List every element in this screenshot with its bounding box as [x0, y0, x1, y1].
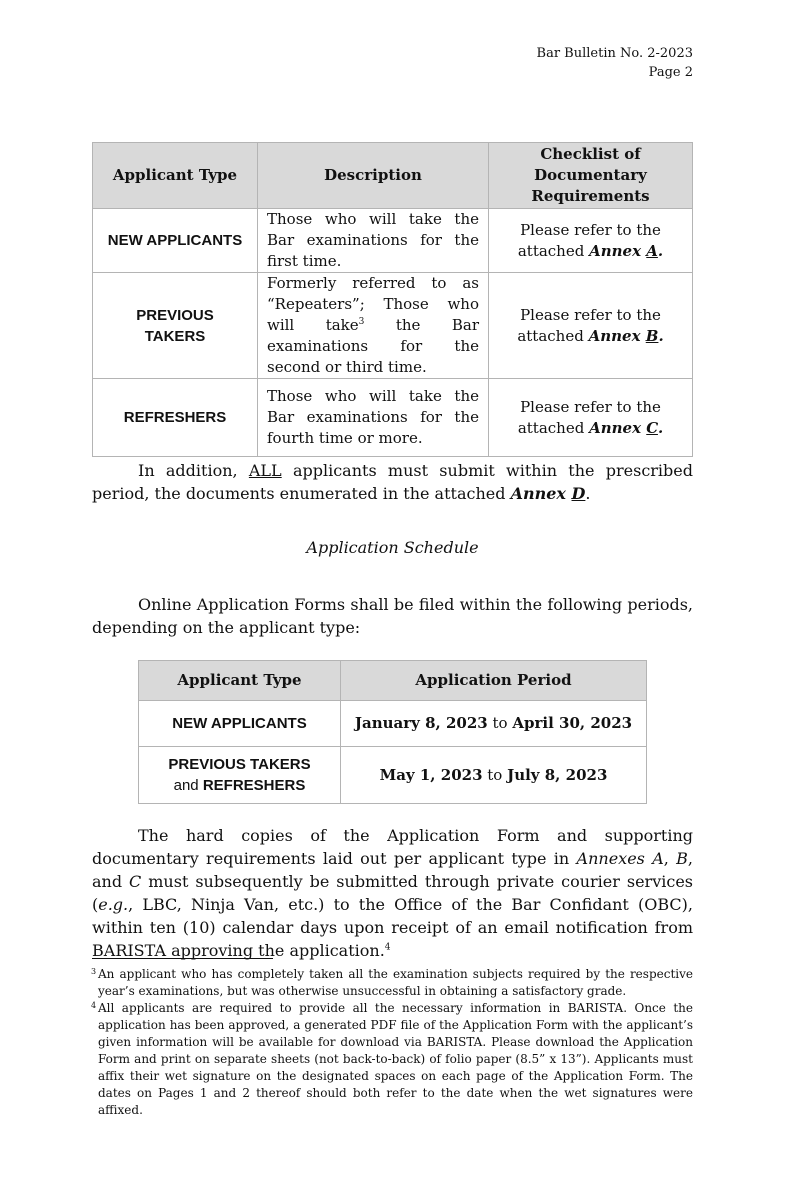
- applicant-type-cell: NEW APPLICANTS: [139, 701, 341, 747]
- header-applicant-type: Applicant Type: [139, 661, 341, 701]
- applicant-type-cell: PREVIOUS TAKERS: [93, 273, 258, 379]
- header-application-period: Application Period: [341, 661, 647, 701]
- footnotes: [92, 966, 693, 1119]
- header-description: Description: [258, 143, 489, 209]
- online-forms-paragraph: Online Application Forms shall be filed within the following periods, depending on the applicant type:: [92, 595, 693, 637]
- page-number: Page 2: [648, 65, 693, 80]
- description-cell: Those who will take the Bar examinations for the fourth time or more.: [258, 379, 489, 457]
- bulletin-number: Bar Bulletin No. 2-2023: [536, 46, 693, 61]
- description-cell: Those who will take the Bar examinations for the first time.: [258, 209, 489, 273]
- footnote-3: 3 An applicant who has completely taken all the examination subjects required by the respective year’s examinations, but was otherwise unsuccessful in obtaining a satisfactory grade.: [91, 967, 693, 998]
- all-emphasis: ALL: [248, 461, 282, 480]
- application-period-table: [138, 660, 647, 804]
- annex-a-ref: A: [646, 241, 658, 260]
- footnote-ref-3: 3: [358, 317, 365, 327]
- annex-c-ref: C: [646, 418, 658, 437]
- table-header-row: [93, 143, 693, 209]
- checklist-cell: Please refer to the attached Annex B.: [489, 273, 693, 379]
- table-row: [139, 747, 647, 804]
- footnote-divider: [92, 958, 273, 959]
- annex-b-ref: B: [645, 326, 659, 345]
- section-heading: Application Schedule: [306, 538, 479, 557]
- checklist-cell: Please refer to the attached Annex C.: [489, 379, 693, 457]
- footnote-ref-4: 4: [384, 942, 391, 953]
- header-checklist: Checklist of Documentary Requirements: [489, 143, 693, 209]
- applicant-type-cell: PREVIOUS TAKERS and REFRESHERS: [139, 747, 341, 804]
- header-applicant-type: Applicant Type: [93, 143, 258, 209]
- table-header-row: [139, 661, 647, 701]
- period-cell: January 8, 2023 to April 30, 2023: [341, 701, 647, 747]
- annexes-ref: Annexes A: [576, 849, 664, 868]
- footnote-4: 4 All applicants are required to provide all the necessary information in BARISTA. Once the application has been approved, a generated PDF file of the Application Form with the applicant’s given information will be available for download via BARISTA. Please download the Application Form and print on separate sheets (not back-to-back) of folio paper (8.5” x 13”). Applicants must affix their wet signature on the designated spaces on each page of the Application Form. The dates on Pages 1 and 2 thereof should both refer to the date when the wet signatures were affixed.: [91, 1001, 693, 1117]
- hard-copies-paragraph: The hard copies of the Application Form and supporting documentary requirements laid out per applicant type in Annexes A, B, and C must subsequently be submitted through private courier services (e.g., LBC, Ninja Van, etc.) to the Office of the Bar Confidant (OBC), within ten (10) calendar days upon receipt of an email notification from BARISTA approving the application.$^4$: [92, 826, 694, 960]
- applicant-type-cell: NEW APPLICANTS: [93, 209, 258, 273]
- table-row: [93, 379, 693, 457]
- table-row: [93, 209, 693, 273]
- table-row: [93, 273, 693, 379]
- table-row: [139, 701, 647, 747]
- checklist-cell: Please refer to the attached Annex A.: [489, 209, 693, 273]
- annex-d-paragraph: In addition, ALL applicants must submit within the prescribed period, the documents enumerated in the attached Annex D.: [92, 461, 693, 503]
- requirements-table: [92, 142, 693, 457]
- page-header: [537, 44, 693, 82]
- period-cell: May 1, 2023 to July 8, 2023: [341, 747, 647, 804]
- annex-d-ref: D: [571, 484, 586, 503]
- applicant-type-cell: REFRESHERS: [93, 379, 258, 457]
- description-cell: Formerly referred to as “Repeaters”; Those who will take$^3$ the Bar examinations for the second or third time.: [258, 273, 489, 379]
